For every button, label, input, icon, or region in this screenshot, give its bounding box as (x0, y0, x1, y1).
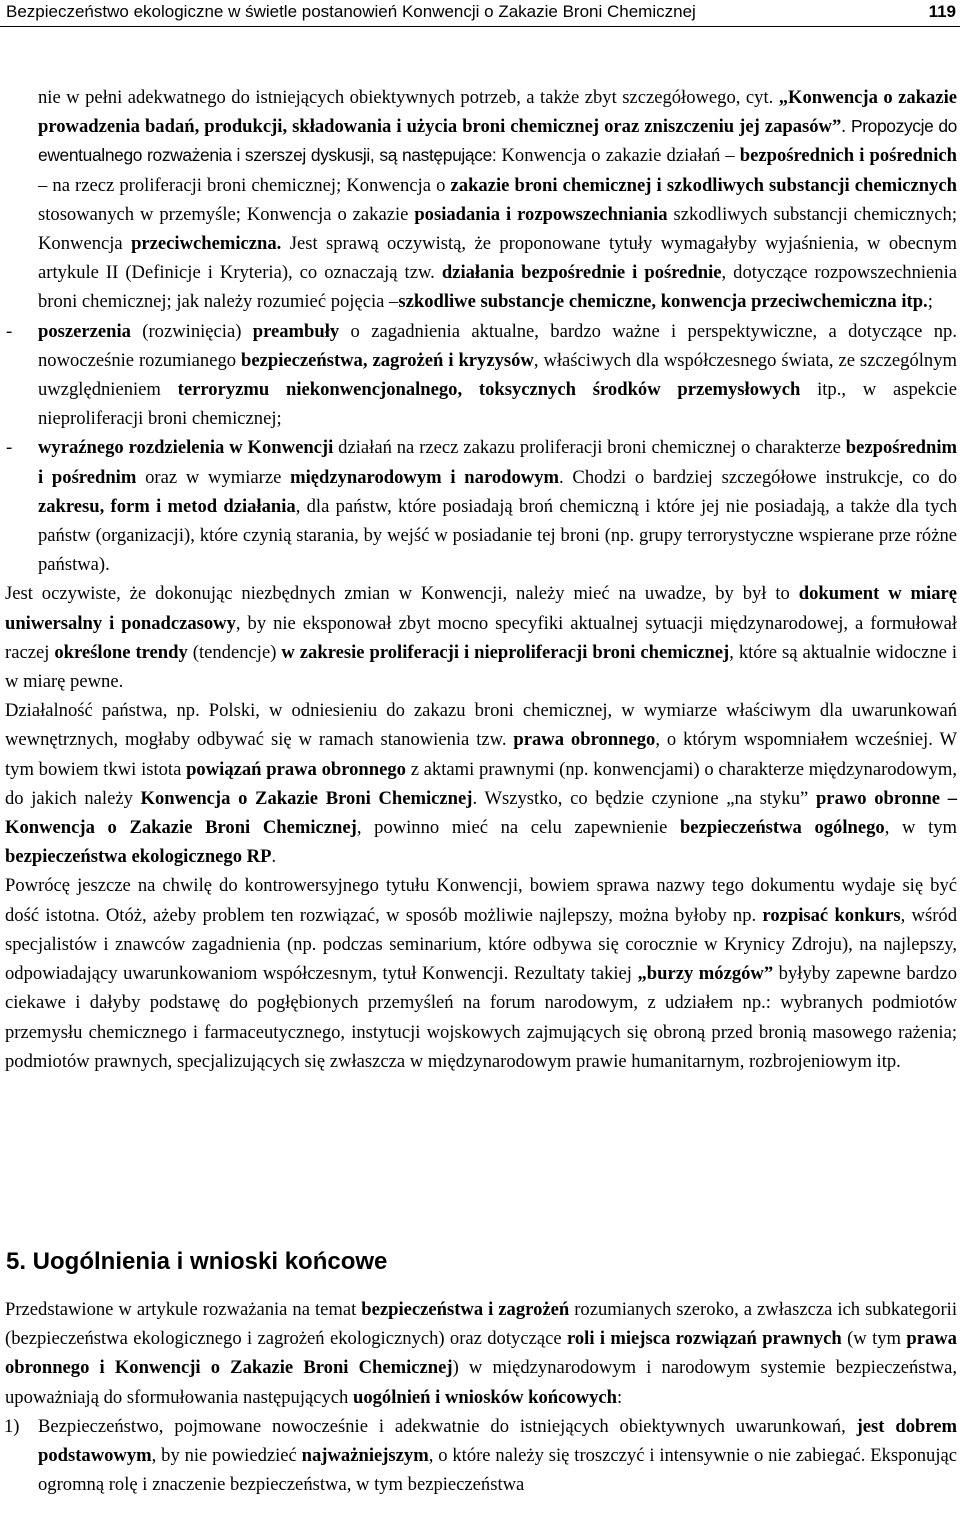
text-run: . Chodzi o bardziej szczegółowe instrukcje, co do (559, 466, 957, 488)
bold-phrase: prawa obronnego (513, 729, 656, 751)
body-text-lower (0, 1295, 960, 1499)
bold-phrase: prawo obronne – Konwencja o Zakazie Broni Chemicznej (5, 787, 957, 839)
bold-phrase: zakazie broni chemicznej i szkodliwych substancji chemicznych (450, 174, 957, 196)
text-run: działań na rzecz zakazu proliferacji broni chemicznej o charakterze (333, 437, 846, 459)
text-run: – na rzecz proliferacji broni chemicznej; Konwencja o (38, 174, 451, 196)
bold-phrase: zakresu, form i metod działania (38, 495, 296, 517)
text-run: (tendencje) (187, 641, 282, 663)
text-run: nie w pełni adekwatnego do istniejących obiektywnych potrzeb, a także zbyt szczegółowego, cyt. (38, 87, 779, 108)
bold-phrase: bezpieczeństwa, zagrożeń i kryzysów (241, 349, 534, 371)
text-run: oraz w wymiarze (136, 466, 291, 488)
list-item-separation-text (38, 437, 957, 575)
paragraph-universal-document (0, 579, 960, 696)
text-run: , o które należy się troszczyć i intensywnie o nie zabiegać. Eksponując ogromną rolę i znaczenie bezpieczeństwa, w tym bezpieczeństwa (38, 1445, 958, 1496)
bullet-marker: - (6, 437, 13, 459)
text-run: Przedstawione w artykule rozważania na temat (5, 1299, 362, 1320)
text-run: , powinno mieć na celu zapewnienie (356, 817, 680, 839)
numbered-item-1-text (38, 1416, 957, 1495)
bold-phrase: działania bezpośrednie i pośrednie (441, 262, 722, 284)
text-run: , które są aktualnie widoczne i w miarę pewne. (5, 641, 958, 693)
bold-phrase: przeciwchemiczna. (131, 233, 282, 255)
bold-phrase: poszerzenia (38, 320, 131, 342)
paragraph-state-activity (0, 696, 960, 871)
paragraph-title-contest (0, 871, 960, 1075)
bold-phrase: w zakresie proliferacji i nieproliferacji broni chemicznej (281, 641, 730, 663)
page-number: 119 (928, 2, 956, 21)
text-run: Jest sprawą oczywistą, że proponowane tytuły wymagałyby wyjaśnienia, w obecnym artykule II (Definicje i Kryteria), co oznaczają tzw. (38, 233, 958, 284)
bold-phrase: terroryzmu niekonwencjonalnego, toksycznych środków przemysłowych (177, 379, 801, 401)
text-run: , dotyczące rozpowszechnienia broni chemicznej; jak należy rozumieć pojęcia – (38, 262, 957, 313)
running-header (0, 0, 960, 27)
bold-phrase: bezpieczeństwa ekologicznego RP (5, 846, 272, 868)
text-run: ) w międzynarodowym i narodowym systemie bezpieczeństwa, upoważniają do sformułowania następujących (5, 1357, 957, 1408)
section-heading: 5. Uogólnienia i wnioski końcowe (6, 1248, 388, 1275)
bold-phrase: preambuły (252, 320, 340, 342)
text-run: , w tym (884, 817, 957, 839)
paragraph-convention-title (0, 83, 960, 317)
bold-phrase: jest dobrem podstawowym (38, 1415, 957, 1467)
text-run: ; (927, 291, 933, 313)
text-run: , wśród specjalistów i znawców zagadnienia (np. podczas seminarium, które odbywa się corocznie w Krynicy Zdroju), na najlepszy, odpowiadający uwarunkowaniom współczesnym, tytuł Konwencji. Rezultaty takiej (5, 904, 957, 985)
bold-phrase: bezpieczeństwa ogólnego (679, 817, 885, 839)
bold-phrase: prawa obronnego i Konwencji o Zakazie Broni Chemicznej (5, 1328, 957, 1379)
text-run: (rozwinięcia) (130, 320, 253, 342)
text-run: itp., w aspekcie nieproliferacji broni chemicznej; (38, 379, 957, 430)
text-run: Bezpieczeństwo, pojmowane nowocześnie i adekwatnie do istniejących obiektywnych uwarunkowań, (38, 1415, 857, 1437)
text-run: . (841, 116, 851, 138)
bold-phrase: określone trendy (54, 641, 188, 663)
bold-phrase: Konwencja o Zakazie Broni Chemicznej (140, 787, 473, 809)
text-run: o zagadnienia aktualne, bardzo ważne i perspektywiczne, a dotyczące np. nowocześnie rozumianego (38, 320, 957, 371)
bold-phrase: uogólnień i wniosków końcowych (353, 1386, 617, 1408)
list-item-separation (0, 433, 960, 579)
bold-phrase: posiadania i rozpowszechniania (414, 203, 668, 225)
text-run: . Wszystko, co będzie czynione „na styku” (472, 787, 816, 809)
text-run: Konwencja o zakazie działań – (496, 145, 740, 167)
text-run: (w tym (841, 1328, 907, 1350)
bold-phrase: rozpisać konkurs (762, 904, 901, 926)
text-run: rozumianych szeroko, a zwłaszcza ich subkategorii (bezpieczeństwa ekologicznego i zagrożeń ekologicznych) oraz dotyczące (5, 1299, 957, 1350)
text-run: , by nie powiedzieć (151, 1445, 302, 1467)
text-run: z aktami prawnymi (np. konwencjami) o charakterze międzynarodowym, do jakich należy (5, 758, 957, 809)
bold-phrase: roli i miejsca rozwiązań prawnych (566, 1328, 842, 1350)
text-run: Jest oczywiste, że dokonując niezbędnych zmian w Konwencji, należy mieć na uwadze, by był to (5, 583, 799, 605)
number-marker: 1) (4, 1415, 20, 1437)
bold-phrase: szkodliwe substancje chemiczne, konwencja przeciwchemiczna itp. (398, 291, 928, 313)
numbered-item-1 (0, 1412, 960, 1500)
bold-phrase: bezpieczeństwa i zagrożeń (361, 1299, 570, 1320)
text-run: . (271, 846, 277, 868)
bold-phrase: bezpośrednim i pośrednim (38, 437, 957, 488)
bold-phrase: międzynarodowym i narodowym (290, 466, 560, 488)
text-run: stosowanych w przemyśle; Konwencja o zakazie (38, 203, 415, 225)
list-item-preamble (0, 317, 960, 434)
text-run: , właściwych dla współczesnego świata, ze szczególnym uwzględnieniem (38, 349, 957, 401)
bold-phrase: powiązań prawa obronnego (186, 758, 406, 780)
bold-phrase: „burzy mózgów” (637, 963, 774, 985)
bold-phrase: najważniejszym (301, 1445, 429, 1467)
text-run: , by nie eksponował zbyt mocno specyfiki aktualnej sytuacji międzynarodowej, a formułował raczej (5, 612, 957, 663)
list-item-preamble-text (38, 321, 957, 430)
paragraph-conclusions-intro (0, 1295, 960, 1412)
sans-phrase: Propozycje do ewentualnego rozważenia i szerszej dyskusji, są następujące: (38, 116, 957, 166)
bold-phrase: „Konwencja o zakazie prowadzenia badań, produkcji, składowania i użycia broni chemicznej oraz zniszczeniu jej zapasów” (38, 87, 957, 138)
text-run: : (617, 1386, 623, 1408)
text-run: Powrócę jeszcze na chwilę do kontrowersyjnego tytułu Konwencji, bowiem sprawa nazwy tego dokumentu wydaje się być dość istotna. Otóż, ażeby problem ten rozwiązać, w sposób możliwie najlepszy, można byłoby np. (5, 875, 957, 926)
text-run: Działalność państwa, np. Polski, w odniesieniu do zakazu broni chemicznej, w wymiarze właściwym dla uwarunkowań wewnętrznych, mogłaby odbywać się w ramach stanowienia tzw. (5, 700, 957, 751)
text-run: , o którym wspomniałem wcześniej. W tym bowiem tkwi istota (5, 729, 957, 780)
bold-phrase: dokument w miarę uniwersalny i ponadczasowy (5, 583, 957, 634)
bold-phrase: bezpośrednich i pośrednich (739, 145, 957, 167)
running-title: Bezpieczeństwo ekologiczne w świetle postanowień Konwencji o Zakazie Broni Chemicznej (6, 2, 696, 21)
text-run: szkodliwych substancji chemicznych; Konwencja (38, 203, 957, 255)
bold-phrase: wyraźnego rozdzielenia w Konwencji (38, 437, 334, 459)
text-run: byłyby zapewne bardzo ciekawe i dałyby podstawę do pogłębionych przemyśleń na forum narodowym, z udziałem np.: wybranych podmiotów przemysłu chemicznego i farmaceutycznego, instytucji wojskowych zajmujących się obroną przed bronią masowego rażenia; podmiotów prawnych, specjalizujących się zwłaszcza w międzynarodowym prawie humanitarnym, rozbrojeniowym itp. (5, 963, 957, 1072)
body-text-upper (0, 83, 960, 1076)
text-run: , dla państw, które posiadają broń chemiczną i które jej nie posiadają, a także dla tych państw (organizacji), które czynią starania, by wejść w posiadanie tej broni (np. grupy terrorystyczne wspierane prze różne państwa). (38, 495, 958, 576)
bullet-marker: - (6, 320, 13, 342)
